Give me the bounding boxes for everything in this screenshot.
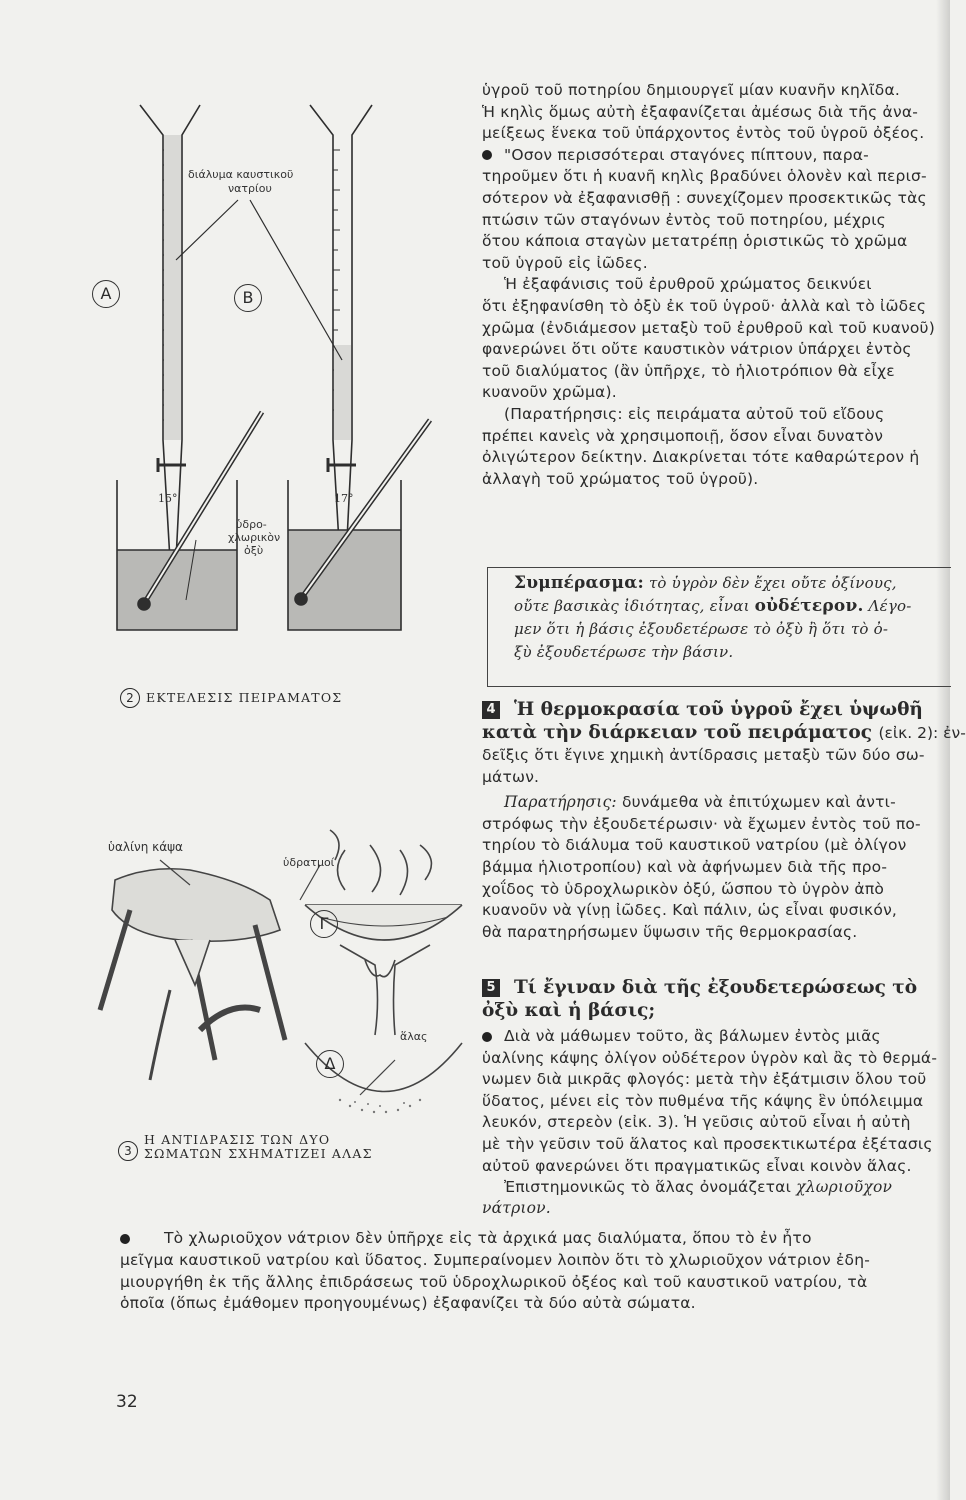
- text-line: βάμμα ἡλιοτροπίου) καὶ νὰ ἀφήνωμεν διὰ τῆς προ-: [482, 857, 888, 876]
- text-line: νωμεν διὰ μικρᾶς φλογός: μετὰ τὴν ἐξάτμισιν ὅλου τοῦ: [482, 1070, 927, 1089]
- bottom-paragraph: [120, 1228, 950, 1315]
- label-acid-3: ὀξὺ: [244, 544, 264, 557]
- label-solution-2: νατρίου: [228, 182, 272, 195]
- label-acid-1: ὑδρο-: [236, 518, 267, 531]
- text-span: Τὸ χλωριοῦχον νάτριον δὲν ὑπῆρχε εἰς τὰ ἀρχικά μας διαλύματα, ὅπου τὸ ἐν ἦτο: [164, 1229, 812, 1247]
- text-line: ὑγροῦ τοῦ ποτηρίου δημιουργεῖ μίαν κυανῆν κηλῖδα.: [482, 81, 901, 99]
- text-line: [482, 792, 944, 814]
- label-dish: ὑαλίνη κάψα: [108, 840, 183, 854]
- section-4-title-line2: κατὰ τὴν διάρκειαν τοῦ πειράματος: [482, 722, 872, 743]
- figure2-caption-line1: Η ΑΝΤΙΔΡΑΣΙΣ ΤΩΝ ΔΥΟ: [144, 1132, 331, 1147]
- text-line: αὐτοῦ φανερώνει ὅτι πραγματικῶς εἶναι κοινὸν ἅλας.: [482, 1156, 912, 1175]
- text-line: ὑαλίνης κάψης ὀλίγον οὐδέτερον ὑγρὸν καὶ ἂς τὸ θερμά-: [482, 1048, 938, 1067]
- text-line: μάτων.: [482, 767, 540, 786]
- bullet-icon: [482, 1032, 492, 1042]
- text-span: Ἐπιστημονικῶς τὸ ἅλας ὀνομάζεται: [504, 1178, 792, 1197]
- note-label: Παρατήρησις:: [504, 793, 617, 812]
- text-span: Διὰ νὰ μάθωμεν τοῦτο, ἂς βάλωμεν ἐντὸς μιᾶς: [504, 1027, 881, 1045]
- bullet-icon: [482, 150, 492, 160]
- label-burette-b: B: [234, 284, 262, 312]
- figure2-caption: [118, 1133, 373, 1161]
- text-line: [482, 1026, 944, 1048]
- figure1-caption-number: 2: [120, 688, 140, 708]
- text-span-italic: χλωριοῦχον: [796, 1178, 893, 1197]
- text-line: τοῦ ὑγροῦ εἰς ἰῶδες.: [482, 253, 648, 272]
- text-line: χοΐδος τὸ ὑδροχλωρικὸν ὀξύ, ὥσπου τὸ ὑγρὸν ἀπὸ: [482, 879, 885, 898]
- figure2-caption-line2: ΣΩΜΑΤΩΝ ΣΧΗΜΑΤΙΖΕΙ ΑΛΑΣ: [144, 1146, 373, 1161]
- text-line: ἀλλαγὴ τοῦ χρώματος τοῦ ὑγροῦ).: [482, 469, 759, 488]
- text-span: δυνάμεθα νὰ ἐπιτύχωμεν καὶ ἀντι-: [621, 793, 896, 812]
- text-line: τηρίου τὸ διάλυμα τοῦ καυστικοῦ νατρίου (μὲ ὀλίγον: [482, 836, 907, 855]
- label-acid-2: χλωρικὸν: [228, 531, 281, 544]
- text-line: πρέπει κανεὶς νὰ χρησιμοποιῇ, ὅσον εἶναι δυνατὸν: [482, 426, 884, 445]
- section-5-title-line1: Τί ἔγιναν διὰ τῆς ἐξουδετερώσεως τὸ: [514, 977, 918, 998]
- text-line: ὁποῖα (ὅπως ἐμάθομεν προηγουμένως) ἐξαφανίζει τὰ δύο αὐτὰ σώματα.: [120, 1294, 696, 1313]
- label-solution: διάλυμα καυστικοῦ: [188, 168, 294, 181]
- text-line: ὀλιγώτερον δείκτην. Διακρίνεται τότε καθαρώτερον ἡ: [482, 448, 920, 467]
- section-5-title: [482, 976, 944, 999]
- label-burette-a: A: [92, 280, 120, 308]
- conclusion-text: τὸ ὑγρὸν δὲν ἔχει οὔτε ὀξίνους,: [648, 574, 897, 592]
- neutral-word: οὐδέτερον.: [754, 596, 864, 616]
- bullet-icon: [120, 1234, 130, 1244]
- text-line: [482, 1177, 944, 1199]
- section-5-number: 5: [482, 979, 500, 997]
- beaker-b: [288, 420, 430, 630]
- section-4-title-2: [482, 721, 966, 745]
- text-line: σότερον νὰ ἐξαφανισθῇ : συνεχίζομεν προσεκτικῶς τὰς: [482, 188, 927, 207]
- text-line: Ἡ κηλὶς ὅμως αὐτὴ ἐξαφανίζεται ἀμέσως διὰ τῆς ἀνα-: [482, 102, 919, 121]
- figure-evaporation: [100, 830, 462, 1113]
- text-line: πτώσιν τῶν σταγόνων ἐντὸς τοῦ ποτηρίου, μέχρις: [482, 210, 886, 229]
- text-line: [120, 1228, 950, 1250]
- section-4: [482, 698, 966, 943]
- figure1-caption-text: ΕΚΤΕΛΕΣΙΣ ΠΕΙΡΑΜΑΤΟΣ: [146, 690, 343, 705]
- text-line: [482, 145, 944, 167]
- text-line: λευκόν, στερεὸν (εἰκ. 3). Ἡ γεῦσις αὐτοῦ εἶναι ἡ αὐτὴ: [482, 1113, 911, 1132]
- section-4-ref: (εἰκ. 2): ἐν-: [878, 724, 966, 742]
- label-vapor: ὑδρατμοί: [283, 856, 335, 869]
- right-column: [482, 80, 944, 490]
- label-temp-a: 15°: [158, 492, 178, 505]
- label-gamma: Γ: [310, 910, 338, 938]
- section-5: [482, 976, 944, 1217]
- text-line: θὰ παρατηρήσωμεν ὕψωσιν τῆς θερμοκρασίας.: [482, 922, 858, 941]
- text-line: τοῦ διαλύματος (ἂν ὑπῆρχε, τὸ ἡλιοτρόπιον θὰ εἶχε: [482, 361, 895, 380]
- text-line: μεῖγμα καυστικοῦ νατρίου καὶ ὕδατος. Συμπεραίνομεν λοιπὸν ὅτι τὸ χλωριοῦχον νάτριον ἐδη-: [120, 1250, 871, 1269]
- label-salt: ἅλας: [400, 1030, 428, 1043]
- text-line: νάτριον.: [482, 1198, 551, 1217]
- section-4-title: [482, 698, 944, 721]
- text-line: στρόφως τὴν ἐξουδετέρωσιν· νὰ ἔχωμεν ἐντὸς τοῦ πο-: [482, 814, 921, 833]
- figure2-caption-number: 3: [118, 1141, 138, 1161]
- text-line: (Παρατήρησις: εἰς πειράματα αὐτοῦ τοῦ εἴδους: [504, 404, 885, 423]
- text-line: ὅτι ἐξηφανίσθη τὸ ὀξὺ ἐκ τοῦ ὑγροῦ· ἀλλὰ καὶ τὸ ἰῶδες: [482, 296, 927, 315]
- figure1-caption: [120, 688, 342, 708]
- page-number: 32: [116, 1392, 138, 1412]
- text-line: ὅτου κάποια σταγὼν μετατρέπῃ ὁριστικῶς τὸ χρῶμα: [482, 232, 908, 251]
- label-delta: Δ: [316, 1050, 344, 1078]
- conclusion-line: [514, 595, 954, 618]
- conclusion-text: Λέγο-: [868, 597, 912, 615]
- section-4-number: 4: [482, 701, 500, 719]
- conclusion-label: Συμπέρασμα:: [514, 573, 644, 593]
- text-line: κυανοῦν νὰ γίνῃ ἰῶδες. Καὶ πάλιν, ὡς εἶναι φυσικόν,: [482, 901, 898, 920]
- conclusion-line: ξὺ ἐξουδετέρωσε τὴν βάσιν.: [514, 643, 734, 661]
- text-line: μὲ τὴν γεῦσιν τοῦ ἅλατος καὶ προσεκτικωτέρα ἐξέτασις: [482, 1134, 933, 1153]
- conclusion-line: [514, 572, 954, 595]
- text-line: τηροῦμεν ὅτι ἡ κυανῆ κηλὶς βραδύνει ὁλονὲν καὶ περισ-: [482, 167, 927, 186]
- text-span: "Οσον περισσότεραι σταγόνες πίπτουν, παρα-: [504, 145, 869, 164]
- text-line: μείξεως ἕνεκα τοῦ ὑπάρχοντος ἐντὸς τοῦ ὑγροῦ ὀξέος.: [482, 124, 925, 143]
- conclusion-line: μεν ὅτι ἡ βάσις ἐξουδετέρωσε τὸ ὀξὺ ἢ ὅτι τὸ ὀ-: [514, 620, 889, 638]
- text-line: Ἡ ἐξαφάνισις τοῦ ἐρυθροῦ χρώματος δεικνύει: [504, 275, 872, 294]
- conclusion-box: [487, 567, 951, 687]
- text-line: ὕδατος, μένει εἰς τὸν πυθμένα τῆς κάψης ἓν ὑπόλειμμα: [482, 1091, 924, 1110]
- text-line: μιουργήθη ἐκ τῆς ἄλλης ἐπιδράσεως τοῦ ὑδροχλωρικοῦ ὀξέος καὶ τοῦ καυστικοῦ νατρίου, τὰ: [120, 1272, 868, 1291]
- section-4-title-line1: Ἡ θερμοκρασία τοῦ ὑγροῦ ἔχει ὑψωθῆ: [514, 699, 923, 720]
- conclusion-text: οὔτε βασικὰς ἰδιότητας, εἶναι: [514, 597, 750, 615]
- text-line: δεῖξις ὅτι ἔγινε χημικὴ ἀντίδρασις μεταξὺ τῶν δύο σω-: [482, 746, 925, 764]
- text-line: κυανοῦν χρῶμα).: [482, 383, 617, 402]
- text-line: χρῶμα (ἐνδιάμεσον μεταξὺ τοῦ ἐρυθροῦ καὶ τοῦ κυανοῦ): [482, 318, 935, 337]
- label-temp-b: 17°: [334, 492, 354, 505]
- text-line: φανερώνει ὅτι οὔτε καυστικὸν νάτριον ὑπάρχει ἐντὸς: [482, 340, 912, 359]
- section-5-title-2: ὀξὺ καὶ ἡ βάσις;: [482, 1000, 656, 1021]
